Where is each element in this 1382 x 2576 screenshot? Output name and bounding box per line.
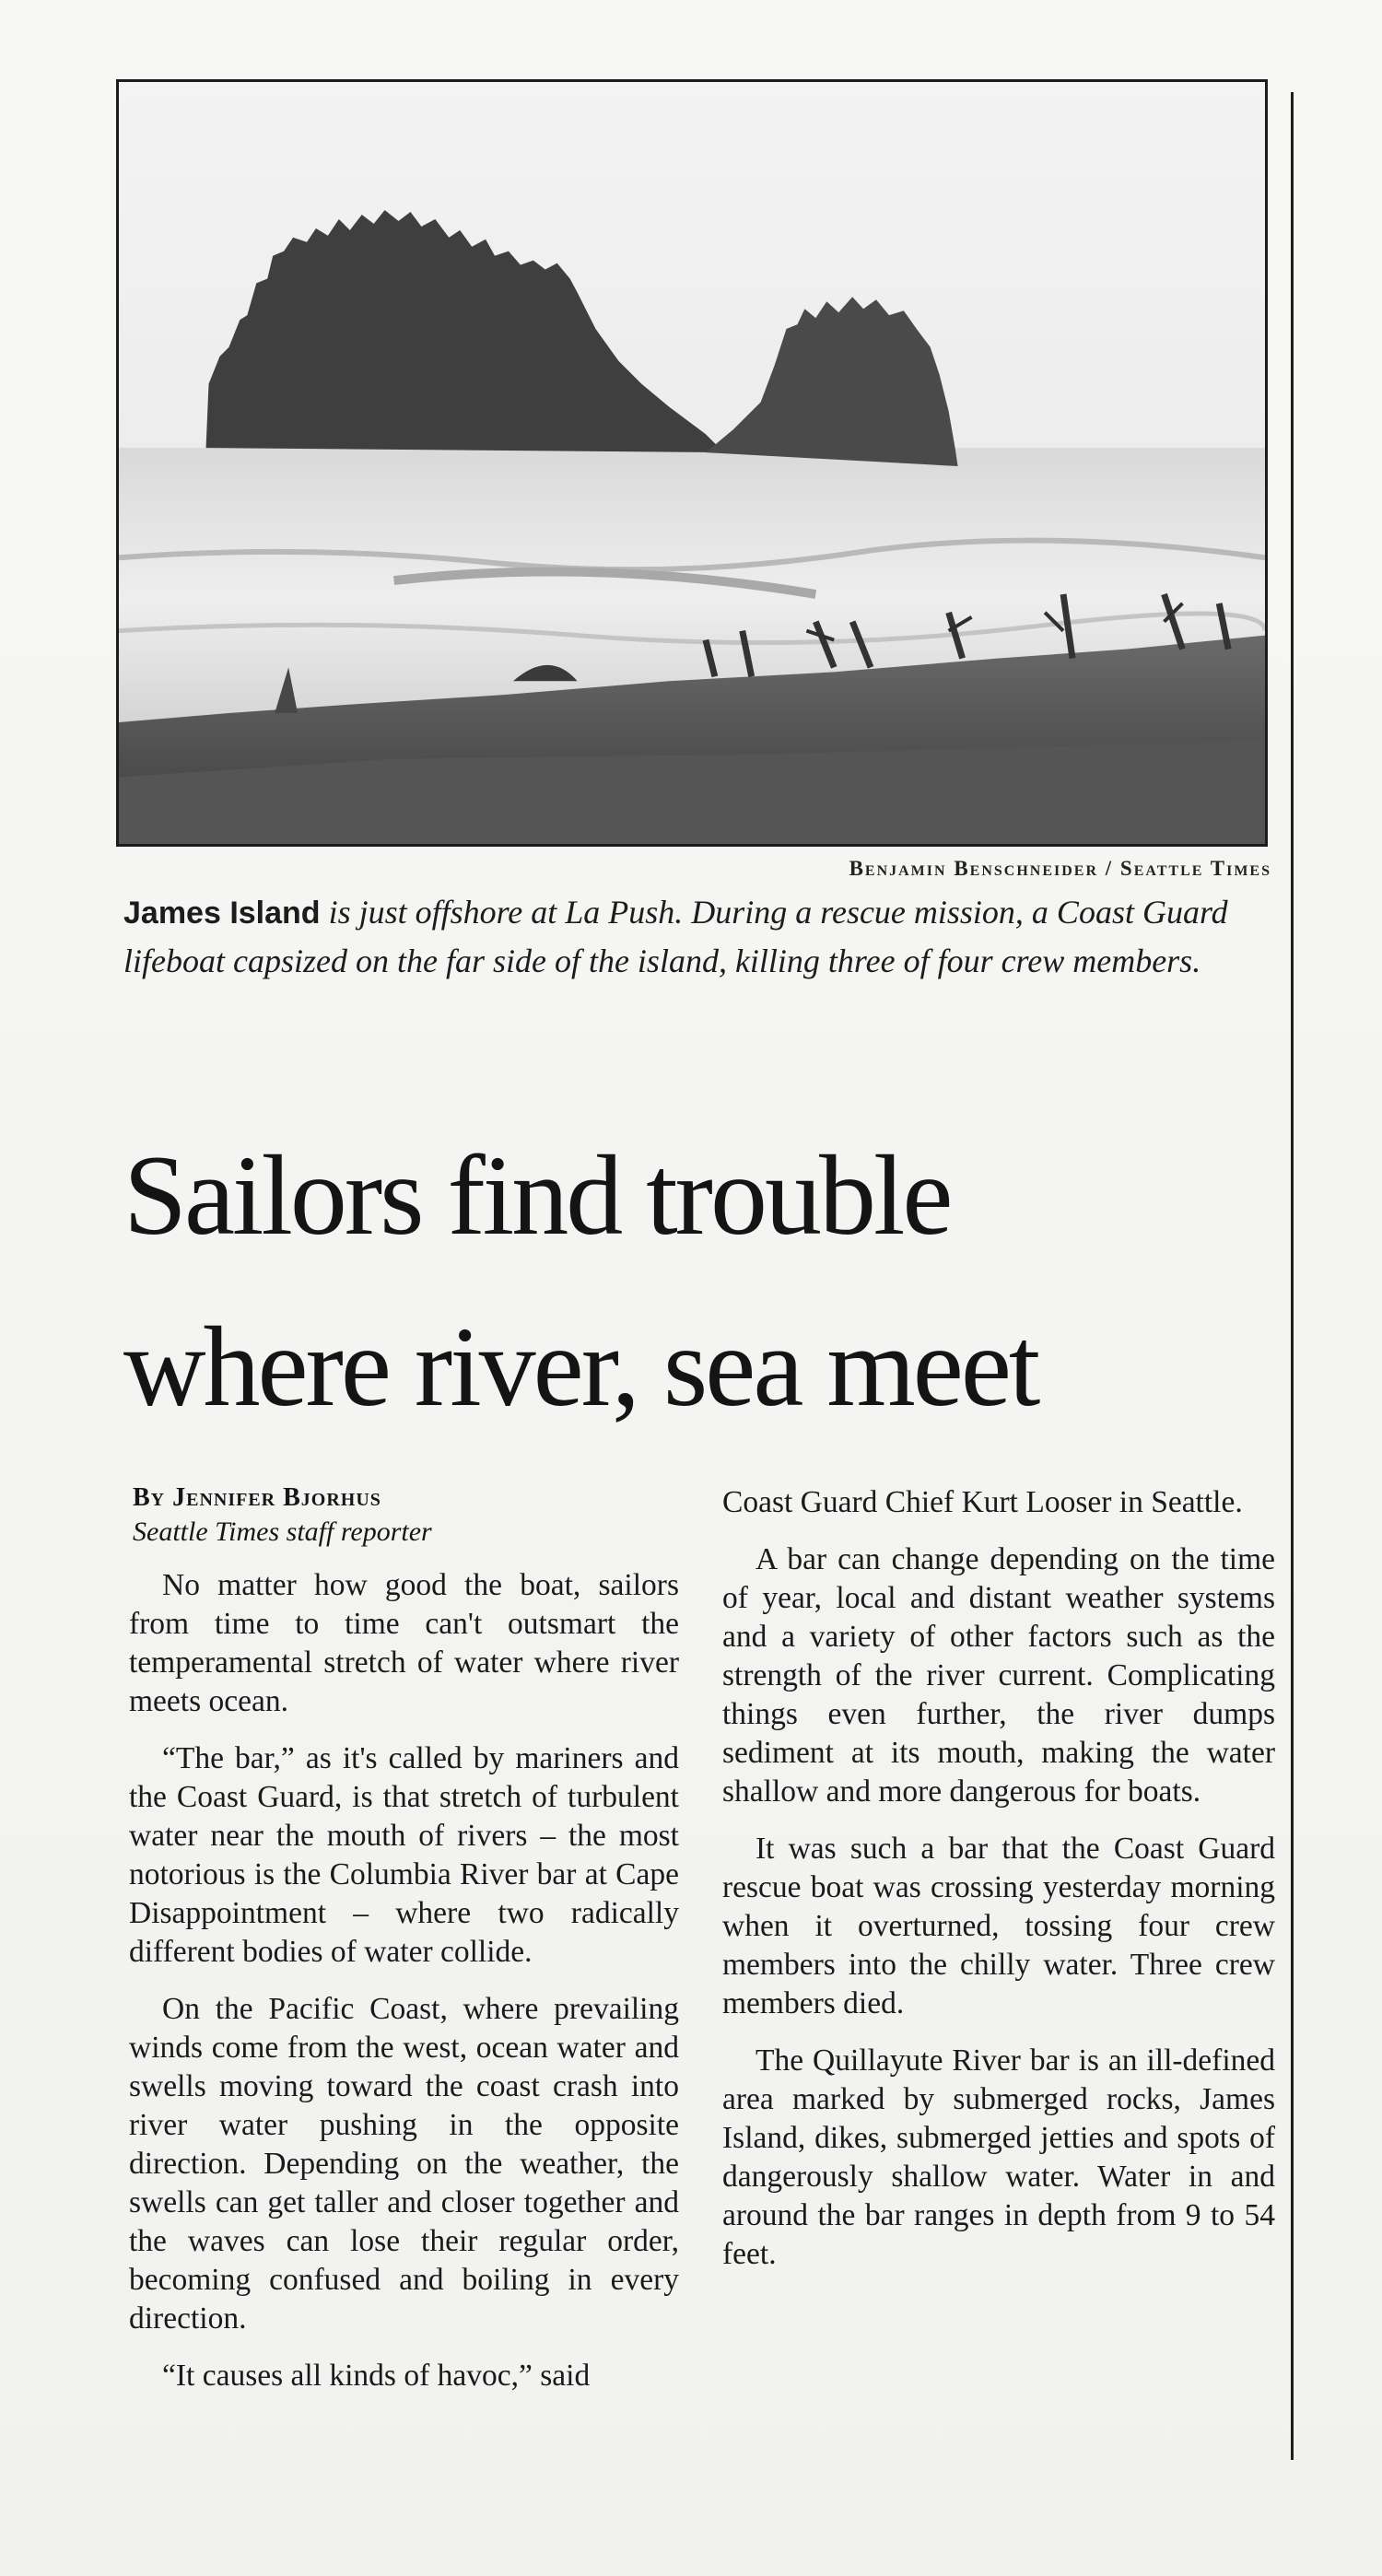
paragraph: A bar can change depending on the time of year, local and distant weather systems and a variety of other factors such as the strength of the river current. Complicating things even further, the river dumps sediment at its mouth, making the water shallow and more dangerous for boats. xyxy=(722,1542,1275,1809)
paragraph: It was such a bar that the Coast Guard rescue boat was crossing yesterday morning when it overturned, tossing four crew members into the chilly water. Three crew members died. xyxy=(722,1832,1275,2020)
caption-lead: James Island xyxy=(123,896,321,931)
article-column-2 xyxy=(722,1483,1275,2292)
photo-credit: Benjamin Benschneider / Seattle Times xyxy=(849,857,1271,880)
byline-name: By Jennifer Bjorhus xyxy=(133,1483,381,1512)
photo-illustration xyxy=(119,82,1265,844)
news-photo-james-island xyxy=(116,79,1268,847)
column-rule xyxy=(1291,92,1294,2460)
caption-body: is just offshore at La Push. During a rescue mission, a Coast Guard lifeboat capsized on the far side of the island, killing three of four crew members. xyxy=(123,894,1228,979)
photo-caption xyxy=(123,888,1275,985)
paragraph: “The bar,” as it's called by mariners and the Coast Guard, is that stretch of turbulent water near the mouth of rivers – the most notorious is the Columbia River bar at Cape Disappointment – where two radically different bodies of water collide. xyxy=(129,1741,679,1969)
byline xyxy=(133,1483,685,1548)
headline-line-2: where river, sea meet xyxy=(123,1304,1038,1430)
headline xyxy=(123,1110,1284,1453)
headline-line-1: Sailors find trouble xyxy=(123,1132,951,1259)
paragraph: “It causes all kinds of havoc,” said xyxy=(162,2359,591,2393)
paragraph: The Quillayute River bar is an ill-defined area marked by submerged rocks, James Island, dikes, submerged jetties and spots of dangerously shallow water. Water in and around the bar ranges in depth from 9 to 54 feet. xyxy=(722,2043,1275,2271)
paragraph: No matter how good the boat, sailors from time to time can't outsmart the temperamental stretch of water where river meets ocean. xyxy=(129,1568,679,1718)
paragraph-continuation: Coast Guard Chief Kurt Looser in Seattle. xyxy=(722,1485,1243,1519)
paragraph: On the Pacific Coast, where prevailing winds come from the west, ocean water and swells moving toward the coast crash into river water pushing in the opposite direction. Depending on the weather, the swells can get taller and closer together and the waves can lose their regular order, becoming confused and boiling in every direction. xyxy=(129,1992,679,2336)
byline-role: Seattle Times staff reporter xyxy=(133,1516,432,1547)
article-column-1 xyxy=(129,1566,679,2414)
